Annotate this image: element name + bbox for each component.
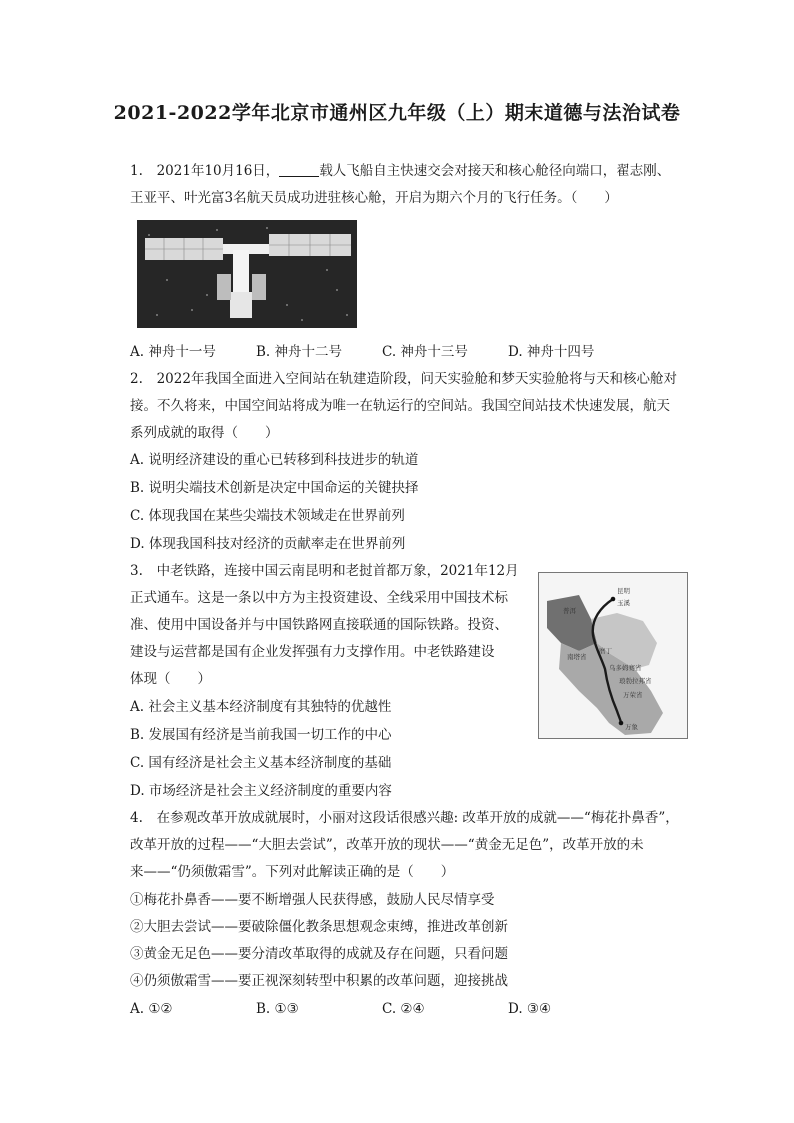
vientiane-station-marker <box>619 721 624 726</box>
railway-map-illustration <box>539 573 687 738</box>
question-3-option-d[interactable]: D. 市场经济是社会主义经济制度的重要内容 <box>130 783 392 799</box>
question-2-line-1 <box>130 370 677 388</box>
question-2-line-2: 接。不久将来，中国空间站将成为唯一在轨运行的空间站。我国空间站技术快速发展，航天 <box>130 398 670 414</box>
question-4-statement-4: ④仍须傲霜雪——要正视深刻转型中积累的改革问题，迎接挑战 <box>130 973 508 989</box>
question-3-option-c[interactable]: C. 国有经济是社会主义基本经济制度的基础 <box>130 755 392 771</box>
question-3-option-b[interactable]: B. 发展国有经济是当前我国一切工作的中心 <box>130 727 392 743</box>
question-4-option-a[interactable]: A. ①② <box>130 1001 173 1017</box>
question-3-line-4: 建设与运营都是国有企业发挥强有力支撑作用。中老铁路建设 <box>130 644 495 660</box>
question-2-number: 2. <box>130 371 143 387</box>
question-3-line-2: 正式通车。这是一条以中方为主投资建设、全线采用中国技术标 <box>130 590 508 606</box>
question-1-text-a: 2021年10月16日， <box>156 163 280 179</box>
question-2-option-d[interactable]: D. 体现我国科技对经济的贡献率走在世界前列 <box>130 536 406 552</box>
question-4-number: 4. <box>130 810 143 826</box>
question-4-option-d[interactable]: D. ③④ <box>508 1001 552 1017</box>
question-1-number: 1. <box>130 163 143 179</box>
question-1-line-2: 王亚平、叶光富3名航天员成功进驻核心舱，开启为期六个月的飞行任务。（ ） <box>130 190 618 206</box>
question-4-line-1 <box>130 809 679 827</box>
question-1-line-1 <box>130 162 670 180</box>
question-3-option-a[interactable]: A. 社会主义基本经济制度有其独特的优越性 <box>130 699 392 715</box>
question-1-text-b: 载人飞船自主快速交会对接天和核心舱径向端口，翟志刚、 <box>319 163 671 179</box>
question-4-option-c[interactable]: C. ②④ <box>382 1001 425 1017</box>
question-1-option-a[interactable]: A. 神舟十一号 <box>130 344 216 360</box>
question-2-option-a[interactable]: A. 说明经济建设的重心已转移到科技进步的轨道 <box>130 452 419 468</box>
question-4-line-3: 来——“仍须傲霜雪”。下列对此解读正确的是（ ） <box>130 864 455 880</box>
map-label-vang-vieng: 万荣省 <box>623 691 643 699</box>
question-4-line-2: 改革开放的过程——“大胆去尝试”，改革开放的现状——“黄金无足色”，改革开放的未 <box>130 837 644 853</box>
question-1-option-c[interactable]: C. 神舟十三号 <box>382 344 468 360</box>
question-1-blank <box>279 162 319 177</box>
question-4-option-b[interactable]: B. ①③ <box>256 1001 299 1017</box>
map-label-yuxi: 玉溪 <box>617 599 630 607</box>
space-station-photo <box>137 220 357 328</box>
question-4-statement-1: ①梅花扑鼻香——要不断增强人民获得感，鼓励人民尽情享受 <box>130 892 495 908</box>
question-2-text-1: 2022年我国全面进入空间站在轨建造阶段，问天实验舱和梦天实验舱将与天和核心舱对 <box>156 371 677 387</box>
map-label-puer: 普洱 <box>563 607 576 615</box>
china-laos-railway-map <box>538 572 688 739</box>
question-4-text-1: 在参观改革开放成就展时，小丽对这段话很感兴趣: 改革开放的成就——“梅花扑鼻香”， <box>156 810 679 826</box>
kunming-station-marker <box>611 597 616 602</box>
map-label-oudomxay: 乌多姆赛省 <box>609 664 642 672</box>
map-label-luang-prabang: 琅勃拉邦省 <box>619 677 652 685</box>
question-4-statement-2: ②大胆去尝试——要破除僵化教条思想观念束缚，推进改革创新 <box>130 919 508 935</box>
map-label-kunming: 昆明 <box>617 587 630 595</box>
space-station-illustration <box>137 220 357 328</box>
question-3-line-1 <box>130 562 519 580</box>
question-1-option-d[interactable]: D. 神舟十四号 <box>508 344 595 360</box>
map-label-vientiane: 万象 <box>625 723 638 731</box>
question-3-line-5: 体现（ ） <box>130 671 211 687</box>
question-4-statement-3: ③黄金无足色——要分清改革取得的成就及存在问题，只看问题 <box>130 946 508 962</box>
question-2-option-c[interactable]: C. 体现我国在某些尖端技术领域走在世界前列 <box>130 508 405 524</box>
page-title: 2021-2022学年北京市通州区九年级（上）期末道德与法治试卷 <box>113 102 681 124</box>
question-2-line-3: 系列成就的取得（ ） <box>130 425 279 441</box>
question-3-number: 3. <box>130 563 143 579</box>
map-label-boten: 磨丁 <box>599 647 612 655</box>
question-3-text-1: 中老铁路，连接中国云南昆明和老挝首都万象，2021年12月 <box>156 563 519 579</box>
question-3-line-3: 准、使用中国设备并与中国铁路网直接联通的国际铁路。投资、 <box>130 617 508 633</box>
map-label-luang-namtha: 南塔省 <box>567 653 587 661</box>
question-1-option-b[interactable]: B. 神舟十二号 <box>256 344 343 360</box>
question-2-option-b[interactable]: B. 说明尖端技术创新是决定中国命运的关键抉择 <box>130 480 419 496</box>
